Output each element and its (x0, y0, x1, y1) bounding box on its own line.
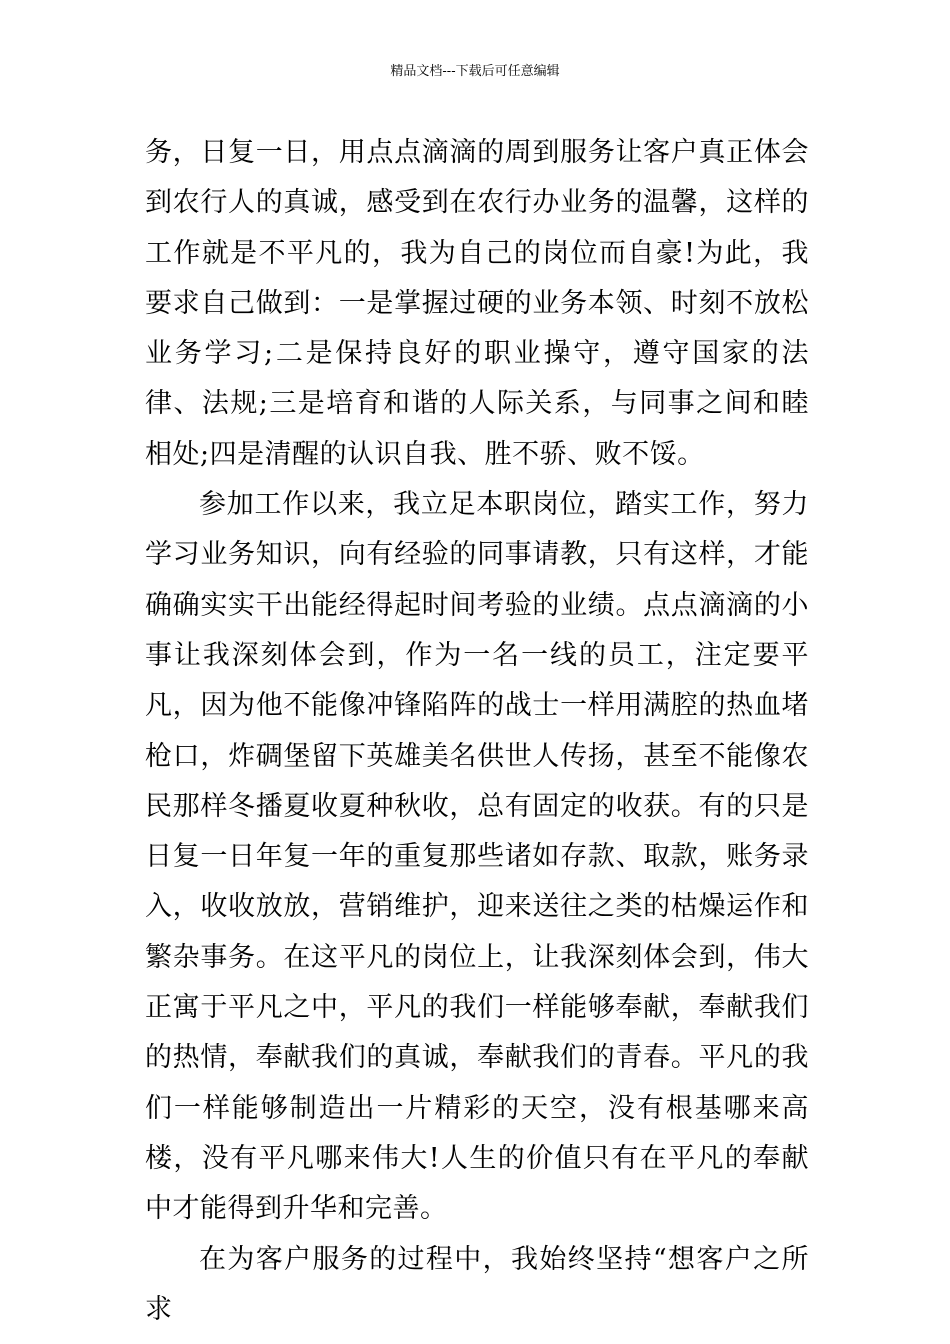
document-body (145, 128, 809, 1335)
page-header: 精品文档---下载后可任意编辑 (390, 64, 560, 79)
paragraph-1: 务，日复一日，用点点滴滴的周到服务让客户真正体会到农行人的真诚，感受到在农行办业务的温馨，这样的工作就是不平凡的，我为自己的岗位而自豪!为此，我要求自己做到：一是掌握过硬的业务本领、时刻不放松业务学习;二是保持良好的职业操守，遵守国家的法律、法规;三是培育和谐的人际关系，与同事之间和睦相处;四是清醒的认识自我、胜不骄、败不馁。 (145, 137, 809, 470)
paragraph-2: 参加工作以来，我立足本职岗位，踏实工作，努力学习业务知识，向有经验的同事请教，只有这样，才能确确实实干出能经得起时间考验的业绩。点点滴滴的小事让我深刻体会到，作为一名一线的员工，注定要平凡，因为他不能像冲锋陷阵的战士一样用满腔的热血堵枪口，炸碉堡留下英雄美名供世人传扬，甚至不能像农民那样冬播夏收夏种秋收，总有固定的收获。有的只是日复一日年复一年的重复那些诸如存款、取款，账务录入，收收放放，营销维护，迎来送往之类的枯燥运作和繁杂事务。在这平凡的岗位上，让我深刻体会到，伟大正寓于平凡之中，平凡的我们一样能够奉献，奉献我们的热情，奉献我们的真诚，奉献我们的青春。平凡的我们一样能够制造出一片精彩的天空，没有根基哪来高楼，没有平凡哪来伟大!人生的价值只有在平凡的奉献中才能得到升华和完善。 (145, 489, 809, 1225)
paragraph-3: 在为客户服务的过程中，我始终坚持“想客户之所求 (145, 1243, 809, 1325)
